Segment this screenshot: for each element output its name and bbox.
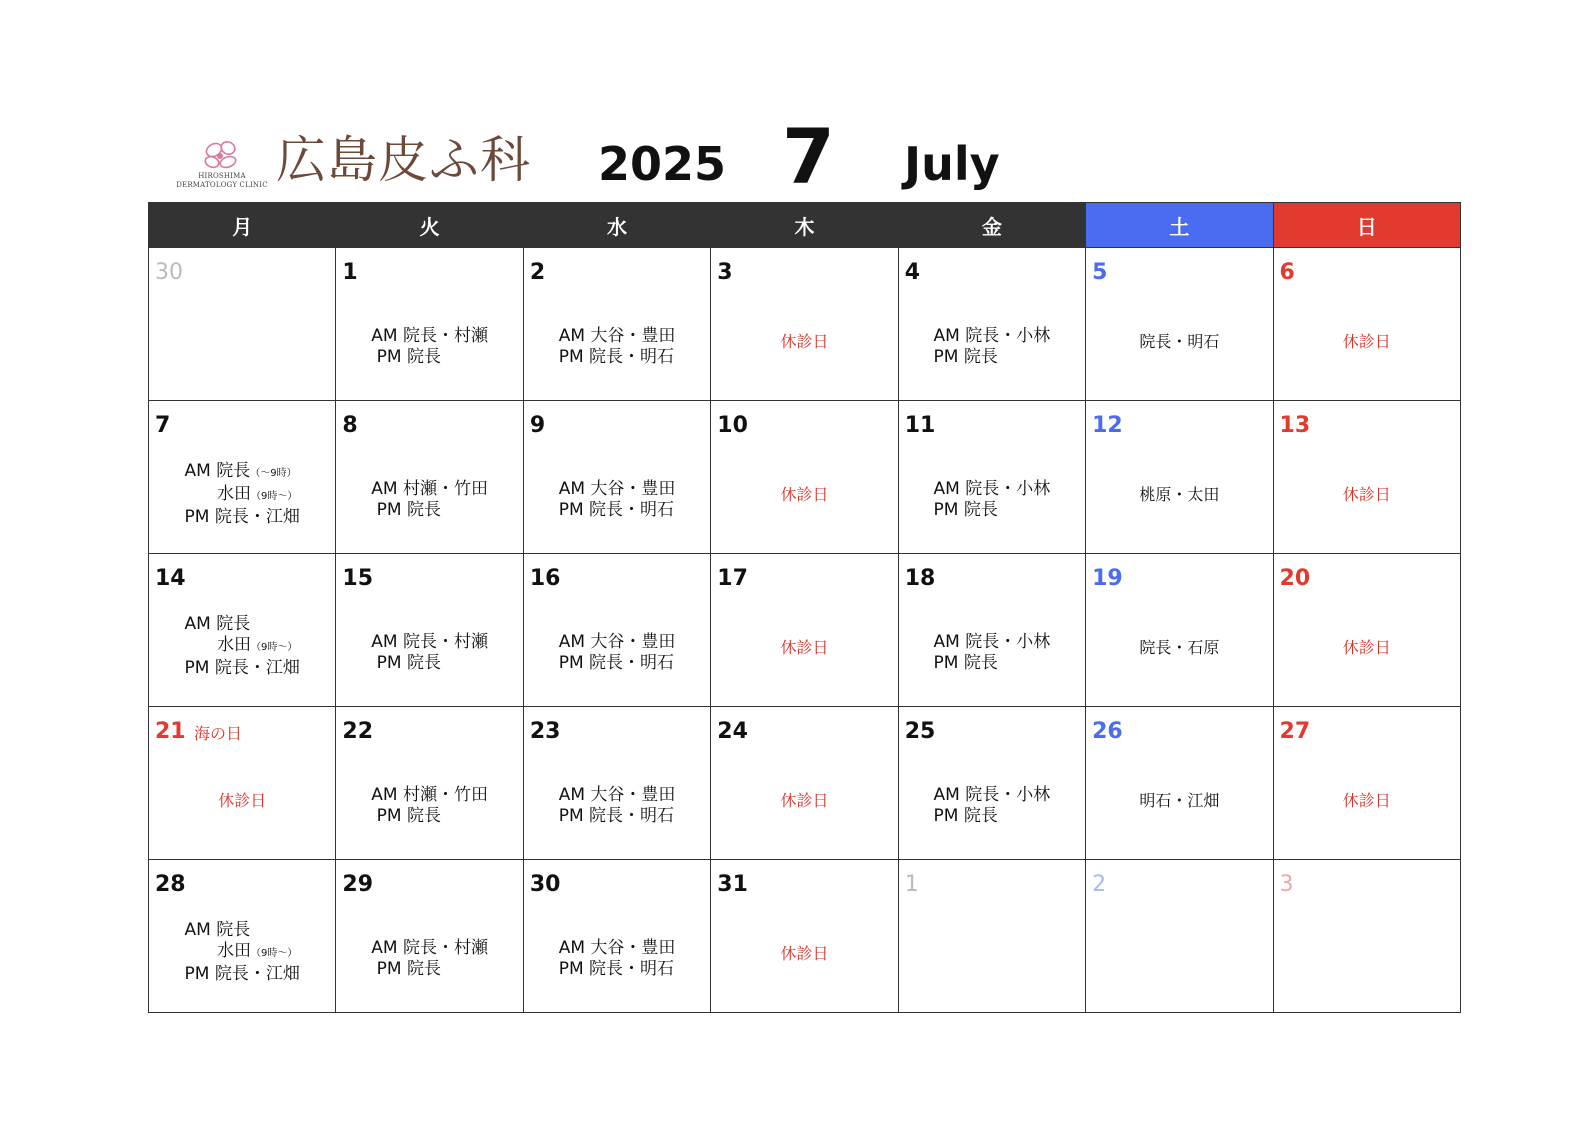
weekday-wed: 水 [523,203,710,248]
am-staff-second [185,941,300,964]
pm-staff: PM 院長・明石 [558,959,675,979]
staff-assignment: 院長・明石 [1139,332,1220,351]
am-staff [559,785,676,806]
calendar-day-cell [149,860,336,1013]
am-staff-second-text: 水田 [184,635,251,655]
staff-lines [934,632,1051,674]
day-number: 21 [155,719,186,744]
am-second-time-note: （9時～） [250,948,298,959]
closed-label: 休診日 [1342,638,1391,657]
day-number: 10 [717,413,748,438]
day-number: 11 [904,413,936,438]
calendar-day-cell [711,554,898,707]
am-staff-text: AM 村瀬・竹田 [371,785,488,805]
calendar-day-cell [1273,554,1460,707]
staff-schedule [899,777,1085,827]
calendar-week-row [149,248,1461,401]
day-number: 6 [1279,260,1295,285]
calendar-day-cell [149,707,336,860]
am-staff [371,785,488,806]
pm-staff: PM 院長 [371,806,442,826]
am-staff-text: AM 村瀬・竹田 [371,479,488,499]
calendar-day-cell [1086,248,1273,401]
am-staff-second-text: 水田 [184,941,251,961]
closed-label: 休診日 [780,332,829,351]
clinic-name: 広島皮ふ科 [276,131,531,189]
am-staff-text: AM 院長・村瀬 [371,632,488,652]
day-number: 31 [717,872,748,897]
calendar-day-cell [523,707,710,860]
am-second-time-note: （9時～） [250,642,298,653]
am-staff-second [185,635,300,658]
weekday-sun: 日 [1273,203,1460,248]
am-staff [559,479,676,500]
pm-staff: PM 院長 [371,653,442,673]
am-staff [185,920,300,941]
calendar-day-cell [898,707,1085,860]
weekday-sat: 土 [1086,203,1273,248]
staff-schedule [899,318,1085,368]
pm-staff: PM 院長 [933,347,998,367]
calendar-day-cell [898,248,1085,401]
am-staff [185,461,300,484]
am-staff-second [185,484,300,507]
day-number: 22 [342,719,374,744]
am-staff [559,938,676,959]
weekday-fri: 金 [898,203,1085,248]
calendar-day-cell [1086,554,1273,707]
am-staff-text: AM 院長・小林 [933,479,1051,499]
am-staff [371,479,488,500]
calendar-week-row [149,860,1461,1013]
calendar-grid [148,202,1461,1013]
am-staff-second-text: 水田 [184,484,251,504]
staff-schedule [149,461,335,528]
calendar-week-row [149,554,1461,707]
day-number: 1 [342,260,358,285]
am-staff-text: AM 院長 [184,920,251,940]
staff-lines [559,632,676,674]
staff-lines [934,785,1051,827]
calendar-day-cell [336,707,523,860]
day-number: 5 [1092,260,1108,285]
day-number: 27 [1279,719,1311,744]
staff-schedule [899,624,1085,674]
calendar-day-cell [1086,707,1273,860]
calendar-day-cell [711,707,898,860]
am-staff [934,326,1051,347]
pm-staff: PM 院長・江畑 [184,507,300,527]
day-number: 23 [529,719,561,744]
staff-schedule [336,624,522,674]
calendar-day-cell [336,248,523,401]
calendar-day-cell [336,401,523,554]
calendar-day-cell [1273,248,1460,401]
day-number: 26 [1092,719,1123,744]
am-staff [934,632,1051,653]
calendar-day-cell [149,554,336,707]
pm-staff: PM 院長・江畑 [184,964,300,984]
closed-label: 休診日 [780,485,829,504]
closed-label: 休診日 [780,638,829,657]
staff-lines [559,938,676,980]
staff-schedule [336,777,522,827]
am-staff [371,938,488,959]
am-staff-text: AM 院長・村瀬 [371,938,488,958]
am-staff [934,479,1051,500]
calendar-day-cell [523,401,710,554]
day-number: 15 [342,566,374,591]
day-number: 18 [904,566,936,591]
day-number: 28 [155,872,186,897]
day-number: 14 [155,566,186,591]
pm-staff: PM 院長・明石 [558,347,675,367]
weekday-header-row [149,203,1461,248]
pm-staff: PM 院長 [933,653,998,673]
calendar-day-cell [1273,401,1460,554]
am-staff [371,632,488,653]
calendar-day-cell [149,401,336,554]
closed-label: 休診日 [780,791,829,810]
day-number: 13 [1279,413,1311,438]
calendar-header [0,0,1595,200]
weekday-thu: 木 [711,203,898,248]
pm-staff: PM 院長 [933,806,998,826]
staff-schedule [336,930,522,980]
calendar-month-number: 7 [782,112,835,201]
staff-lines [371,479,488,521]
am-staff-text: AM 大谷・豊田 [558,938,676,958]
weekday-mon: 月 [149,203,336,248]
calendar-day-cell [711,248,898,401]
calendar-day-cell [1273,707,1460,860]
pm-staff: PM 院長 [371,347,442,367]
staff-lines [371,632,488,674]
day-number: 3 [1279,872,1294,897]
day-number: 8 [342,413,358,438]
calendar-day-cell [523,554,710,707]
day-number: 29 [342,872,374,897]
calendar-day-cell [898,860,1085,1013]
am-staff-text: AM 院長 [184,461,251,481]
pm-staff: PM 院長 [933,500,998,520]
day-number: 30 [155,260,183,285]
clinic-logo-icon [198,138,246,174]
staff-schedule [524,471,710,521]
weekday-tue: 火 [336,203,523,248]
staff-lines [185,614,300,679]
day-number: 17 [717,566,748,591]
calendar-month-name: July [904,137,1000,191]
am-staff-text: AM 院長・小林 [933,785,1051,805]
staff-schedule [524,930,710,980]
pm-staff: PM 院長 [371,500,442,520]
am-time-note: （～9時） [250,468,297,479]
staff-schedule [149,614,335,679]
staff-lines [371,326,488,368]
am-staff-text: AM 大谷・豊田 [558,632,676,652]
am-staff-text: AM 院長・村瀬 [371,326,488,346]
holiday-name: 海の日 [194,724,243,743]
calendar-day-cell [336,554,523,707]
am-second-time-note: （9時～） [250,491,298,502]
day-number: 16 [529,566,561,591]
calendar-day-cell [1086,401,1273,554]
staff-lines [185,920,300,985]
calendar-day-cell [898,554,1085,707]
am-staff [559,326,676,347]
closed-label: 休診日 [1342,332,1391,351]
am-staff [371,326,488,347]
am-staff [185,614,300,635]
day-number: 25 [904,719,936,744]
clinic-subtitle: HIROSHIMA DERMATOLOGY CLINIC [176,172,268,189]
day-number: 2 [529,260,546,285]
calendar-day-cell [1273,860,1460,1013]
staff-lines [934,326,1051,368]
staff-lines [371,938,488,980]
day-number: 4 [904,260,920,285]
day-number: 9 [529,413,546,438]
staff-assignment: 院長・石原 [1139,638,1220,657]
pm-staff: PM 院長・江畑 [184,658,300,678]
pm-staff: PM 院長 [371,959,442,979]
day-number: 2 [1092,872,1107,897]
staff-schedule [899,471,1085,521]
staff-lines [371,785,488,827]
day-number: 1 [904,872,919,897]
staff-lines [185,461,300,528]
closed-label: 休診日 [218,791,267,810]
am-staff-text: AM 院長・小林 [933,326,1051,346]
day-number: 30 [529,872,561,897]
calendar-day-cell [898,401,1085,554]
calendar-day-cell [1086,860,1273,1013]
day-number: 12 [1092,413,1123,438]
staff-lines [559,479,676,521]
staff-lines [934,479,1051,521]
closed-label: 休診日 [780,944,829,963]
staff-schedule [524,318,710,368]
staff-assignment: 桃原・太田 [1139,485,1220,504]
day-number: 19 [1092,566,1123,591]
closed-label: 休診日 [1342,791,1391,810]
am-staff-text: AM 大谷・豊田 [558,785,676,805]
am-staff-text: AM 院長・小林 [933,632,1051,652]
staff-schedule [336,318,522,368]
calendar-week-row [149,401,1461,554]
calendar-day-cell [523,248,710,401]
calendar-day-cell [336,860,523,1013]
staff-schedule [524,624,710,674]
calendar-day-cell [711,401,898,554]
closed-label: 休診日 [1342,485,1391,504]
calendar-year: 2025 [598,137,727,191]
am-staff [934,785,1051,806]
am-staff-text: AM 院長 [184,614,251,634]
staff-lines [559,326,676,368]
pm-staff: PM 院長・明石 [558,653,675,673]
am-staff [559,632,676,653]
am-staff-text: AM 大谷・豊田 [558,326,676,346]
pm-staff: PM 院長・明石 [558,806,675,826]
staff-schedule [336,471,522,521]
calendar-day-cell [711,860,898,1013]
calendar-day-cell [523,860,710,1013]
staff-assignment: 明石・江畑 [1139,791,1220,810]
day-number: 7 [155,413,171,438]
day-number: 20 [1279,566,1311,591]
day-number: 24 [717,719,748,744]
pm-staff: PM 院長・明石 [558,500,675,520]
staff-schedule [524,777,710,827]
am-staff-text: AM 大谷・豊田 [558,479,676,499]
day-number: 3 [717,260,733,285]
staff-lines [559,785,676,827]
calendar-day-cell [149,248,336,401]
calendar-week-row [149,707,1461,860]
staff-schedule [149,920,335,985]
